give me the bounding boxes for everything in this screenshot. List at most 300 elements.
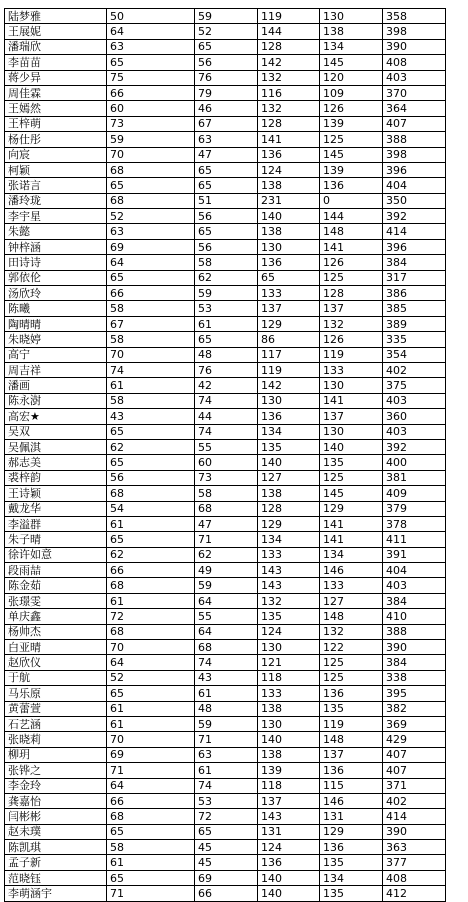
score-col-1-cell: 58 (107, 840, 195, 855)
score-col-4-cell: 125 (320, 132, 383, 147)
score-col-1-cell: 50 (107, 9, 195, 24)
total-score-cell: 412 (383, 886, 446, 901)
score-col-2-cell: 51 (195, 193, 258, 208)
student-name-cell: 周吉祥 (5, 362, 107, 377)
score-col-4-cell: 125 (320, 470, 383, 485)
score-col-4-cell: 133 (320, 578, 383, 593)
student-name-cell: 李溢群 (5, 516, 107, 531)
score-col-3-cell: 140 (258, 886, 320, 901)
total-score-cell: 388 (383, 132, 446, 147)
score-col-2-cell: 62 (195, 270, 258, 285)
table-row (5, 85, 446, 100)
total-score-cell: 317 (383, 270, 446, 285)
total-score-cell: 363 (383, 840, 446, 855)
score-col-2-cell: 56 (195, 209, 258, 224)
total-score-cell: 364 (383, 101, 446, 116)
table-row (5, 670, 446, 685)
score-col-3-cell: 138 (258, 701, 320, 716)
score-col-2-cell: 67 (195, 116, 258, 131)
score-col-4-cell: 135 (320, 855, 383, 870)
table-row (5, 809, 446, 824)
student-name-cell: 潘画 (5, 378, 107, 393)
total-score-cell: 350 (383, 193, 446, 208)
score-table (4, 8, 446, 902)
student-name-cell: 裘梓韵 (5, 470, 107, 485)
total-score-cell: 354 (383, 347, 446, 362)
score-col-2-cell: 65 (195, 224, 258, 239)
student-name-cell: 段雨喆 (5, 563, 107, 578)
table-row (5, 640, 446, 655)
score-col-1-cell: 70 (107, 147, 195, 162)
score-col-2-cell: 42 (195, 378, 258, 393)
score-col-1-cell: 58 (107, 301, 195, 316)
score-col-2-cell: 61 (195, 316, 258, 331)
score-col-4-cell: 145 (320, 55, 383, 70)
total-score-cell: 403 (383, 578, 446, 593)
score-col-2-cell: 52 (195, 24, 258, 39)
score-col-3-cell: 134 (258, 424, 320, 439)
score-col-3-cell: 124 (258, 840, 320, 855)
score-col-3-cell: 140 (258, 732, 320, 747)
student-name-cell: 杨仕彤 (5, 132, 107, 147)
score-col-2-cell: 71 (195, 532, 258, 547)
score-col-4-cell: 125 (320, 270, 383, 285)
score-col-2-cell: 63 (195, 132, 258, 147)
score-col-3-cell: 144 (258, 24, 320, 39)
table-row (5, 624, 446, 639)
score-col-2-cell: 44 (195, 409, 258, 424)
score-col-3-cell: 136 (258, 409, 320, 424)
table-row (5, 255, 446, 270)
total-score-cell: 398 (383, 24, 446, 39)
score-col-4-cell: 141 (320, 516, 383, 531)
table-row (5, 870, 446, 885)
score-col-2-cell: 43 (195, 670, 258, 685)
score-col-1-cell: 59 (107, 132, 195, 147)
total-score-cell: 395 (383, 686, 446, 701)
score-col-4-cell: 115 (320, 778, 383, 793)
score-col-4-cell: 122 (320, 640, 383, 655)
student-name-cell: 王诗颖 (5, 486, 107, 501)
total-score-cell: 407 (383, 763, 446, 778)
score-col-2-cell: 61 (195, 763, 258, 778)
score-col-3-cell: 124 (258, 624, 320, 639)
score-col-1-cell: 52 (107, 209, 195, 224)
score-col-4-cell: 126 (320, 332, 383, 347)
student-name-cell: 陶晴晴 (5, 316, 107, 331)
score-col-1-cell: 61 (107, 855, 195, 870)
total-score-cell: 403 (383, 424, 446, 439)
table-row (5, 886, 446, 901)
score-col-4-cell: 140 (320, 439, 383, 454)
score-col-4-cell: 135 (320, 886, 383, 901)
student-name-cell: 闫彬彬 (5, 809, 107, 824)
score-col-3-cell: 121 (258, 655, 320, 670)
table-row (5, 763, 446, 778)
table-row (5, 501, 446, 516)
score-col-2-cell: 72 (195, 809, 258, 824)
total-score-cell: 407 (383, 747, 446, 762)
score-col-2-cell: 76 (195, 70, 258, 85)
score-col-1-cell: 69 (107, 239, 195, 254)
table-row (5, 793, 446, 808)
score-col-1-cell: 64 (107, 778, 195, 793)
total-score-cell: 414 (383, 224, 446, 239)
total-score-cell: 402 (383, 793, 446, 808)
score-col-1-cell: 60 (107, 101, 195, 116)
score-col-3-cell: 231 (258, 193, 320, 208)
score-col-1-cell: 63 (107, 39, 195, 54)
score-col-4-cell: 148 (320, 609, 383, 624)
student-name-cell: 田诗诗 (5, 255, 107, 270)
score-col-4-cell: 134 (320, 547, 383, 562)
score-col-4-cell: 132 (320, 316, 383, 331)
table-row (5, 424, 446, 439)
table-row (5, 732, 446, 747)
student-name-cell: 龚嘉怡 (5, 793, 107, 808)
score-col-4-cell: 146 (320, 793, 383, 808)
score-col-1-cell: 68 (107, 578, 195, 593)
score-col-1-cell: 73 (107, 116, 195, 131)
score-col-3-cell: 132 (258, 70, 320, 85)
table-row (5, 470, 446, 485)
score-col-4-cell: 138 (320, 24, 383, 39)
score-col-1-cell: 66 (107, 563, 195, 578)
score-col-3-cell: 127 (258, 470, 320, 485)
score-col-2-cell: 71 (195, 732, 258, 747)
score-col-1-cell: 67 (107, 316, 195, 331)
score-col-4-cell: 141 (320, 239, 383, 254)
score-col-3-cell: 128 (258, 39, 320, 54)
student-name-cell: 李萌涵宇 (5, 886, 107, 901)
score-col-4-cell: 126 (320, 101, 383, 116)
score-col-4-cell: 145 (320, 486, 383, 501)
student-name-cell: 朱子晴 (5, 532, 107, 547)
total-score-cell: 400 (383, 455, 446, 470)
score-col-1-cell: 63 (107, 224, 195, 239)
score-col-3-cell: 138 (258, 224, 320, 239)
score-col-2-cell: 49 (195, 563, 258, 578)
total-score-cell: 403 (383, 70, 446, 85)
table-row (5, 224, 446, 239)
score-col-3-cell: 118 (258, 670, 320, 685)
table-row (5, 332, 446, 347)
score-col-3-cell: 133 (258, 686, 320, 701)
score-col-1-cell: 68 (107, 162, 195, 177)
student-name-cell: 徐许如意 (5, 547, 107, 562)
total-score-cell: 408 (383, 870, 446, 885)
score-col-3-cell: 140 (258, 455, 320, 470)
score-col-2-cell: 59 (195, 9, 258, 24)
score-table-body (5, 9, 446, 902)
score-col-1-cell: 65 (107, 270, 195, 285)
table-row (5, 55, 446, 70)
score-col-3-cell: 140 (258, 209, 320, 224)
table-row (5, 778, 446, 793)
score-col-4-cell: 120 (320, 70, 383, 85)
student-name-cell: 高宏★ (5, 409, 107, 424)
table-row (5, 840, 446, 855)
score-col-2-cell: 45 (195, 855, 258, 870)
score-col-3-cell: 130 (258, 716, 320, 731)
score-col-4-cell: 135 (320, 701, 383, 716)
table-row (5, 593, 446, 608)
student-name-cell: 张诺言 (5, 178, 107, 193)
table-row (5, 301, 446, 316)
score-col-1-cell: 65 (107, 455, 195, 470)
score-col-1-cell: 58 (107, 332, 195, 347)
score-col-4-cell: 130 (320, 424, 383, 439)
student-name-cell: 陈曦 (5, 301, 107, 316)
student-name-cell: 柳玥 (5, 747, 107, 762)
student-name-cell: 吴双 (5, 424, 107, 439)
score-col-3-cell: 65 (258, 270, 320, 285)
table-row (5, 393, 446, 408)
table-row (5, 409, 446, 424)
score-col-3-cell: 135 (258, 439, 320, 454)
student-name-cell: 白亚晴 (5, 640, 107, 655)
score-col-3-cell: 136 (258, 855, 320, 870)
score-col-1-cell: 62 (107, 547, 195, 562)
score-col-3-cell: 136 (258, 255, 320, 270)
total-score-cell: 371 (383, 778, 446, 793)
student-name-cell: 李苗苗 (5, 55, 107, 70)
table-row (5, 162, 446, 177)
score-col-1-cell: 70 (107, 347, 195, 362)
student-name-cell: 汤欣玲 (5, 286, 107, 301)
score-col-3-cell: 129 (258, 316, 320, 331)
score-col-2-cell: 47 (195, 147, 258, 162)
score-col-3-cell: 130 (258, 239, 320, 254)
score-col-3-cell: 143 (258, 578, 320, 593)
student-name-cell: 于航 (5, 670, 107, 685)
student-name-cell: 向宸 (5, 147, 107, 162)
table-row (5, 701, 446, 716)
total-score-cell: 396 (383, 162, 446, 177)
total-score-cell: 404 (383, 178, 446, 193)
score-col-2-cell: 74 (195, 778, 258, 793)
score-col-3-cell: 117 (258, 347, 320, 362)
score-col-4-cell: 133 (320, 362, 383, 377)
score-col-1-cell: 65 (107, 55, 195, 70)
score-col-2-cell: 60 (195, 455, 258, 470)
score-col-1-cell: 64 (107, 655, 195, 670)
student-name-cell: 陈永澍 (5, 393, 107, 408)
total-score-cell: 389 (383, 316, 446, 331)
score-col-1-cell: 75 (107, 70, 195, 85)
score-col-3-cell: 142 (258, 378, 320, 393)
score-col-3-cell: 131 (258, 824, 320, 839)
table-row (5, 132, 446, 147)
score-col-2-cell: 76 (195, 362, 258, 377)
score-col-4-cell: 119 (320, 347, 383, 362)
total-score-cell: 414 (383, 809, 446, 824)
total-score-cell: 410 (383, 609, 446, 624)
total-score-cell: 379 (383, 501, 446, 516)
score-col-1-cell: 43 (107, 409, 195, 424)
student-name-cell: 蒋少异 (5, 70, 107, 85)
score-col-1-cell: 71 (107, 886, 195, 901)
score-col-1-cell: 65 (107, 824, 195, 839)
total-score-cell: 404 (383, 563, 446, 578)
student-name-cell: 吴佩淇 (5, 439, 107, 454)
score-col-1-cell: 65 (107, 870, 195, 885)
total-score-cell: 409 (383, 486, 446, 501)
student-name-cell: 赵未璞 (5, 824, 107, 839)
table-row (5, 547, 446, 562)
score-col-1-cell: 58 (107, 393, 195, 408)
score-col-3-cell: 142 (258, 55, 320, 70)
score-col-3-cell: 141 (258, 132, 320, 147)
score-col-4-cell: 141 (320, 393, 383, 408)
total-score-cell: 384 (383, 593, 446, 608)
score-col-3-cell: 129 (258, 516, 320, 531)
table-row (5, 686, 446, 701)
score-col-2-cell: 65 (195, 332, 258, 347)
score-col-4-cell: 129 (320, 501, 383, 516)
score-col-2-cell: 79 (195, 85, 258, 100)
score-col-1-cell: 65 (107, 686, 195, 701)
table-row (5, 655, 446, 670)
score-col-3-cell: 119 (258, 9, 320, 24)
score-col-1-cell: 64 (107, 255, 195, 270)
total-score-cell: 386 (383, 286, 446, 301)
student-name-cell: 范晓钰 (5, 870, 107, 885)
score-col-4-cell: 137 (320, 747, 383, 762)
score-col-2-cell: 69 (195, 870, 258, 885)
score-col-3-cell: 118 (258, 778, 320, 793)
score-col-3-cell: 139 (258, 763, 320, 778)
score-col-2-cell: 68 (195, 640, 258, 655)
score-col-2-cell: 63 (195, 747, 258, 762)
student-name-cell: 张晓莉 (5, 732, 107, 747)
total-score-cell: 335 (383, 332, 446, 347)
score-col-2-cell: 66 (195, 886, 258, 901)
score-col-1-cell: 68 (107, 193, 195, 208)
score-col-4-cell: 130 (320, 9, 383, 24)
score-col-2-cell: 74 (195, 424, 258, 439)
score-col-4-cell: 148 (320, 224, 383, 239)
score-col-1-cell: 74 (107, 362, 195, 377)
score-col-1-cell: 64 (107, 24, 195, 39)
student-name-cell: 王展妮 (5, 24, 107, 39)
student-name-cell: 陆梦雅 (5, 9, 107, 24)
student-name-cell: 李金玲 (5, 778, 107, 793)
score-col-4-cell: 128 (320, 286, 383, 301)
score-col-3-cell: 143 (258, 563, 320, 578)
score-col-2-cell: 59 (195, 578, 258, 593)
score-col-2-cell: 55 (195, 609, 258, 624)
score-col-2-cell: 65 (195, 824, 258, 839)
table-row (5, 516, 446, 531)
table-row (5, 532, 446, 547)
table-row (5, 439, 446, 454)
score-col-1-cell: 61 (107, 701, 195, 716)
table-row (5, 193, 446, 208)
total-score-cell: 402 (383, 362, 446, 377)
total-score-cell: 392 (383, 439, 446, 454)
score-col-3-cell: 135 (258, 609, 320, 624)
table-row (5, 855, 446, 870)
score-col-3-cell: 138 (258, 486, 320, 501)
student-name-cell: 李宇星 (5, 209, 107, 224)
table-row (5, 486, 446, 501)
score-col-1-cell: 62 (107, 439, 195, 454)
score-col-1-cell: 66 (107, 85, 195, 100)
student-name-cell: 郭依伦 (5, 270, 107, 285)
table-row (5, 270, 446, 285)
student-name-cell: 石艺涵 (5, 716, 107, 731)
table-row (5, 578, 446, 593)
total-score-cell: 381 (383, 470, 446, 485)
score-col-3-cell: 140 (258, 870, 320, 885)
score-col-2-cell: 73 (195, 470, 258, 485)
table-row (5, 824, 446, 839)
student-name-cell: 张铧之 (5, 763, 107, 778)
score-col-4-cell: 136 (320, 840, 383, 855)
score-col-2-cell: 46 (195, 101, 258, 116)
score-col-1-cell: 72 (107, 609, 195, 624)
score-col-1-cell: 61 (107, 716, 195, 731)
score-col-4-cell: 125 (320, 670, 383, 685)
student-name-cell: 陈凯琪 (5, 840, 107, 855)
score-col-2-cell: 64 (195, 624, 258, 639)
table-row (5, 563, 446, 578)
score-col-3-cell: 124 (258, 162, 320, 177)
score-col-1-cell: 71 (107, 763, 195, 778)
score-col-1-cell: 61 (107, 516, 195, 531)
score-col-3-cell: 130 (258, 640, 320, 655)
total-score-cell: 378 (383, 516, 446, 531)
total-score-cell: 391 (383, 547, 446, 562)
total-score-cell: 403 (383, 393, 446, 408)
score-col-2-cell: 53 (195, 793, 258, 808)
score-col-4-cell: 146 (320, 563, 383, 578)
total-score-cell: 369 (383, 716, 446, 731)
score-col-3-cell: 137 (258, 793, 320, 808)
score-col-4-cell: 141 (320, 532, 383, 547)
score-col-3-cell: 130 (258, 393, 320, 408)
score-col-2-cell: 45 (195, 840, 258, 855)
score-col-2-cell: 65 (195, 162, 258, 177)
score-col-2-cell: 59 (195, 716, 258, 731)
total-score-cell: 396 (383, 239, 446, 254)
score-col-2-cell: 48 (195, 701, 258, 716)
student-name-cell: 陈金茹 (5, 578, 107, 593)
score-col-2-cell: 53 (195, 301, 258, 316)
table-row (5, 286, 446, 301)
score-col-4-cell: 125 (320, 655, 383, 670)
total-score-cell: 360 (383, 409, 446, 424)
score-col-4-cell: 127 (320, 593, 383, 608)
score-col-2-cell: 59 (195, 286, 258, 301)
score-col-1-cell: 68 (107, 809, 195, 824)
student-name-cell: 张璟雯 (5, 593, 107, 608)
score-col-4-cell: 119 (320, 716, 383, 731)
student-name-cell: 单庆鑫 (5, 609, 107, 624)
student-name-cell: 高宁 (5, 347, 107, 362)
total-score-cell: 407 (383, 116, 446, 131)
score-col-2-cell: 74 (195, 393, 258, 408)
score-col-2-cell: 68 (195, 501, 258, 516)
score-col-4-cell: 136 (320, 763, 383, 778)
table-row (5, 24, 446, 39)
score-col-2-cell: 61 (195, 686, 258, 701)
score-col-3-cell: 138 (258, 178, 320, 193)
score-col-1-cell: 65 (107, 178, 195, 193)
score-col-4-cell: 130 (320, 378, 383, 393)
total-score-cell: 384 (383, 255, 446, 270)
